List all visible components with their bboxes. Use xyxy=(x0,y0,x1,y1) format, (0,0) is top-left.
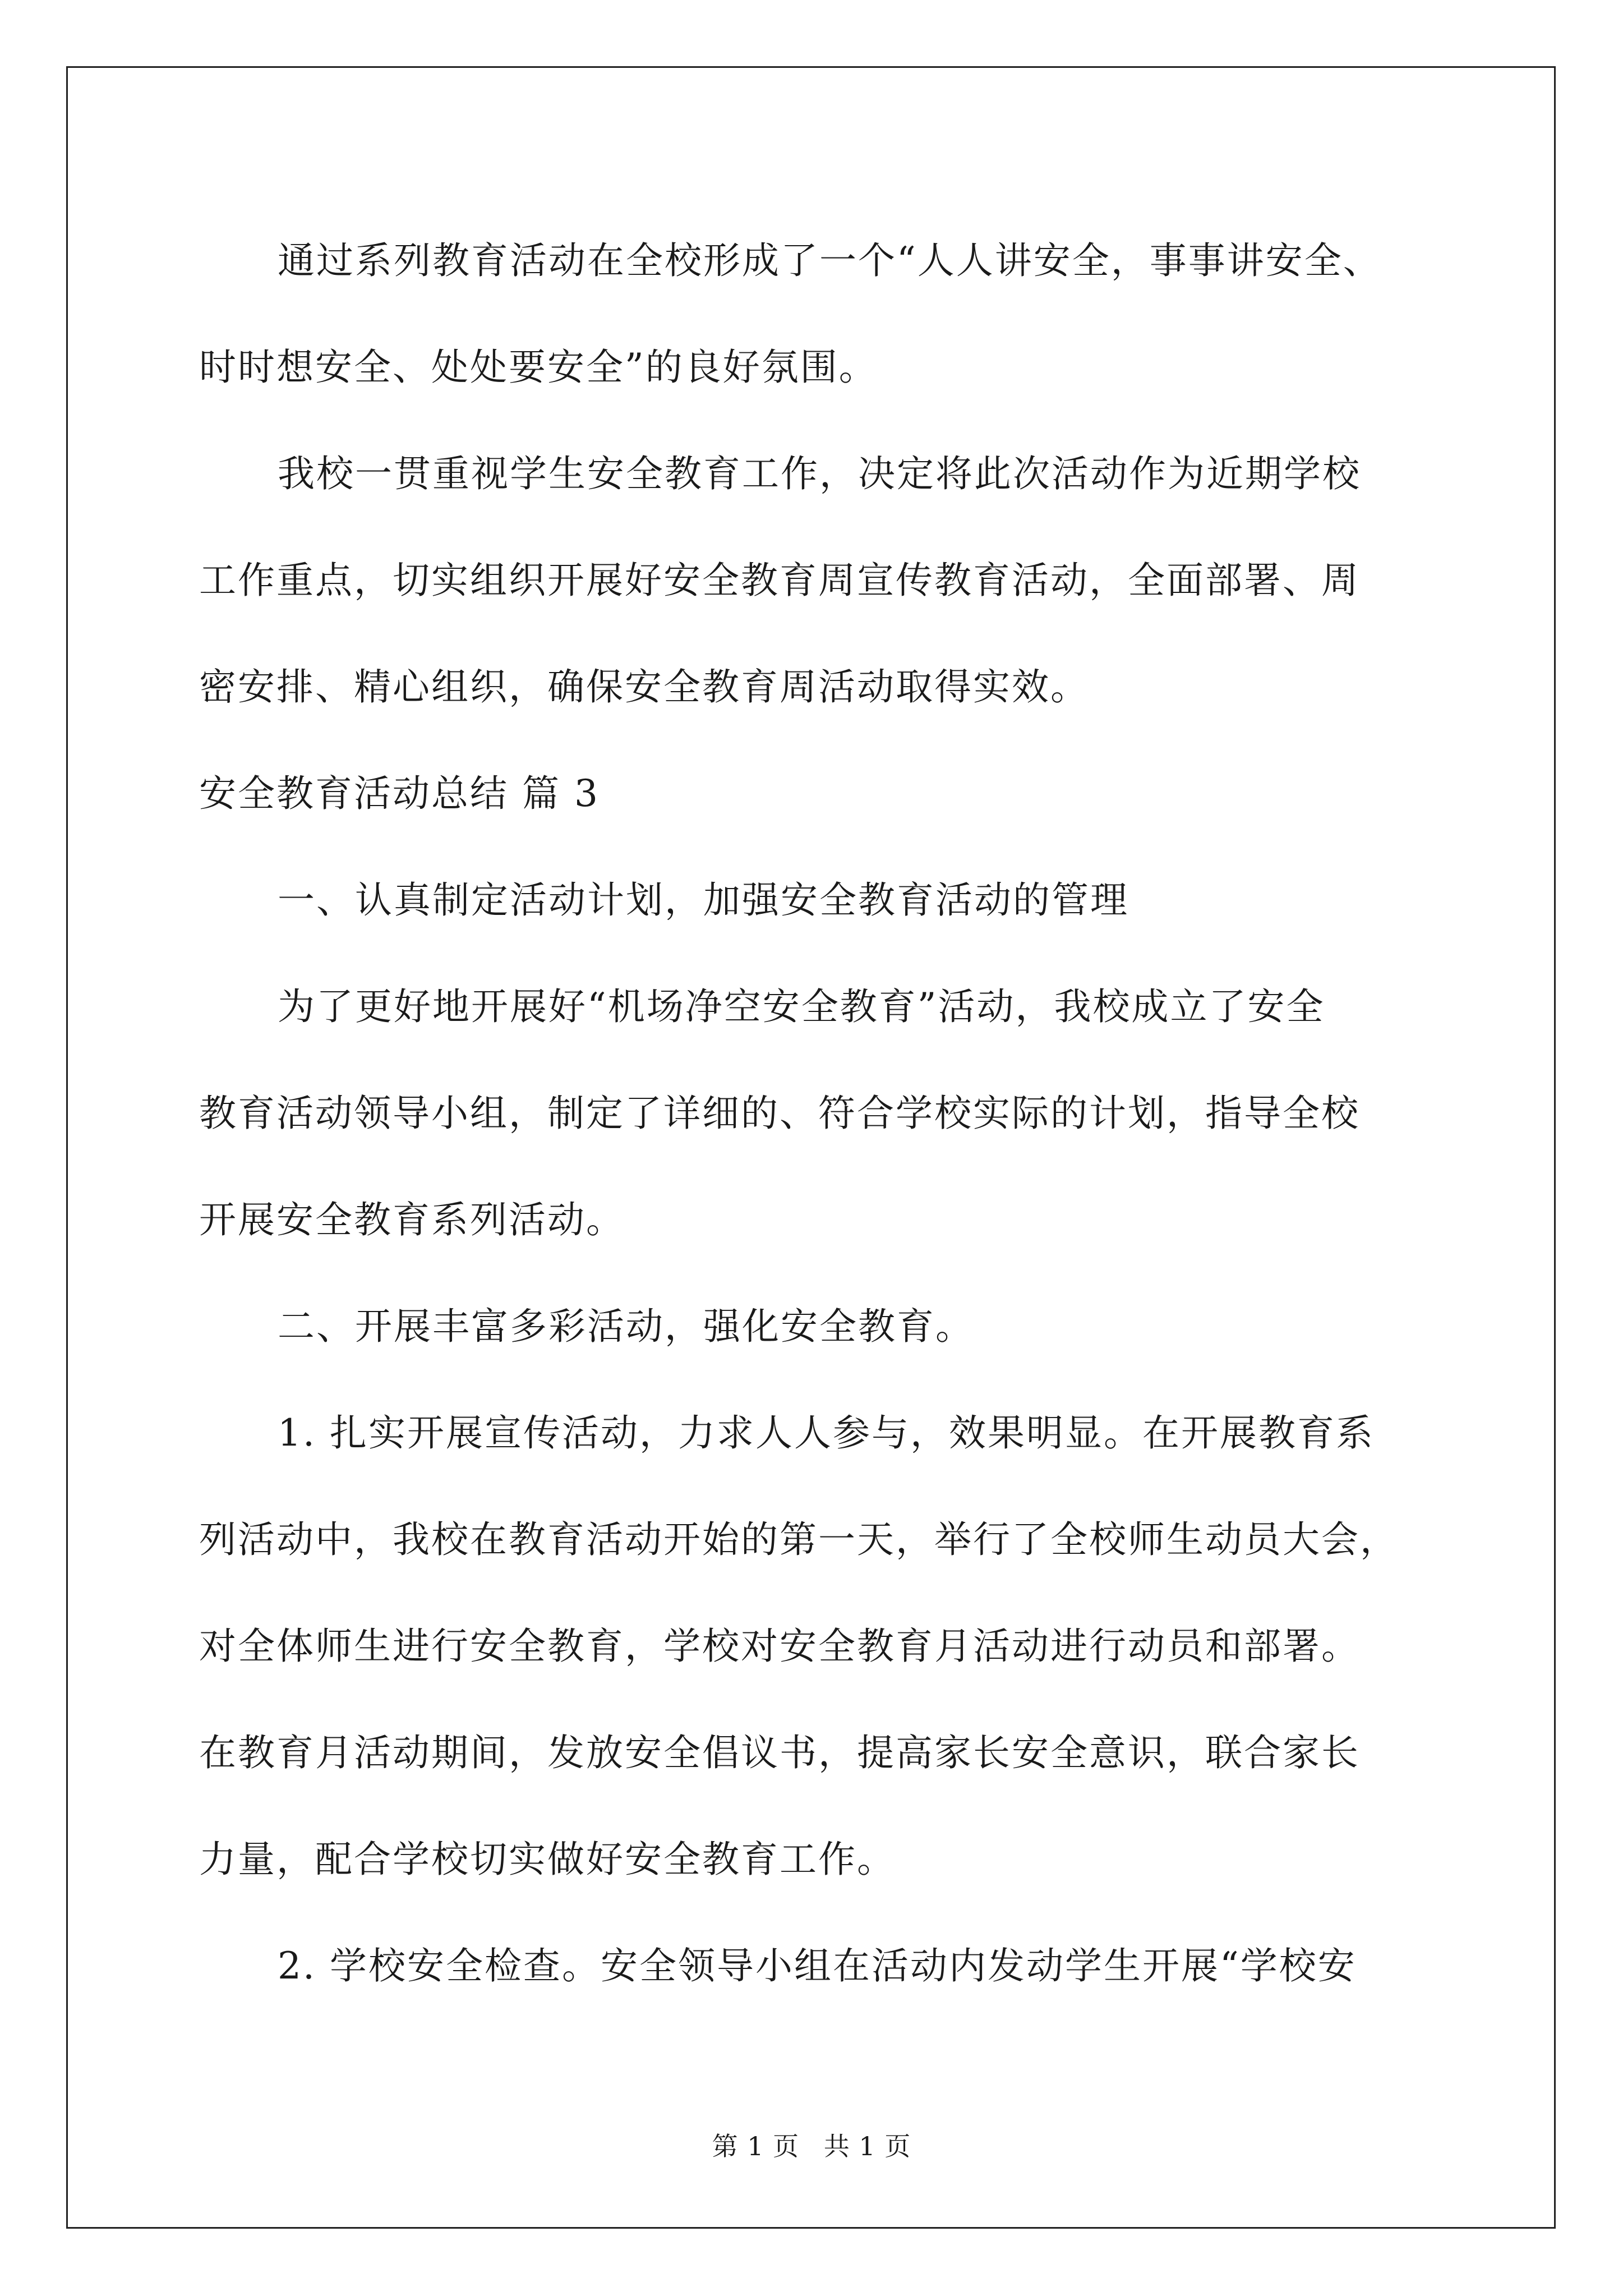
document-body xyxy=(199,208,1433,2019)
text-line: 一、认真制定活动计划，加强安全教育活动的管理 xyxy=(278,878,1129,922)
text-line: 工作重点，切实组织开展好安全教育周宣传教育活动，全面部署、周 xyxy=(199,559,1360,602)
text-line: 二、开展丰富多彩活动，强化安全教育。 xyxy=(278,1305,974,1348)
text-line: 密安排、精心组织，确保安全教育周活动取得实效。 xyxy=(199,665,1089,708)
text-line: 为了更好地开展好“机场净空安全教育”活动，我校成立了安全 xyxy=(278,985,1325,1028)
section-heading: 安全教育活动总结 篇 3 xyxy=(199,772,600,815)
text-line: 1. 扎实开展宣传活动，力求人人参与，效果明显。在开展教育系 xyxy=(278,1411,1375,1455)
text-line: 开展安全教育系列活动。 xyxy=(199,1198,625,1241)
text-line: 我校一贯重视学生安全教育工作，决定将此次活动作为近期学校 xyxy=(278,452,1361,495)
page-number-total: 共 1 页 xyxy=(823,2131,911,2161)
text-line: 对全体师生进行安全教育，学校对安全教育月活动进行动员和部署。 xyxy=(199,1625,1360,1668)
text-line: 通过系列教育活动在全校形成了一个“人人讲安全，事事讲安全、 xyxy=(278,239,1382,282)
text-line: 在教育月活动期间，发放安全倡议书，提高家长安全意识，联合家长 xyxy=(199,1731,1360,1774)
text-line: 列活动中，我校在教育活动开始的第一天，举行了全校师生动员大会， xyxy=(199,1518,1399,1561)
page-number-current: 第 1 页 xyxy=(712,2131,800,2161)
text-line: 2. 学校安全检查。安全领导小组在活动内发动学生开展“学校安 xyxy=(278,1944,1357,1987)
text-line: 时时想安全、处处要安全”的良好氛围。 xyxy=(199,346,878,389)
text-line: 力量，配合学校切实做好安全教育工作。 xyxy=(199,1838,896,1881)
text-line: 教育活动领导小组，制定了详细的、符合学校实际的计划，指导全校 xyxy=(199,1092,1360,1135)
page-footer xyxy=(0,2126,1623,2163)
